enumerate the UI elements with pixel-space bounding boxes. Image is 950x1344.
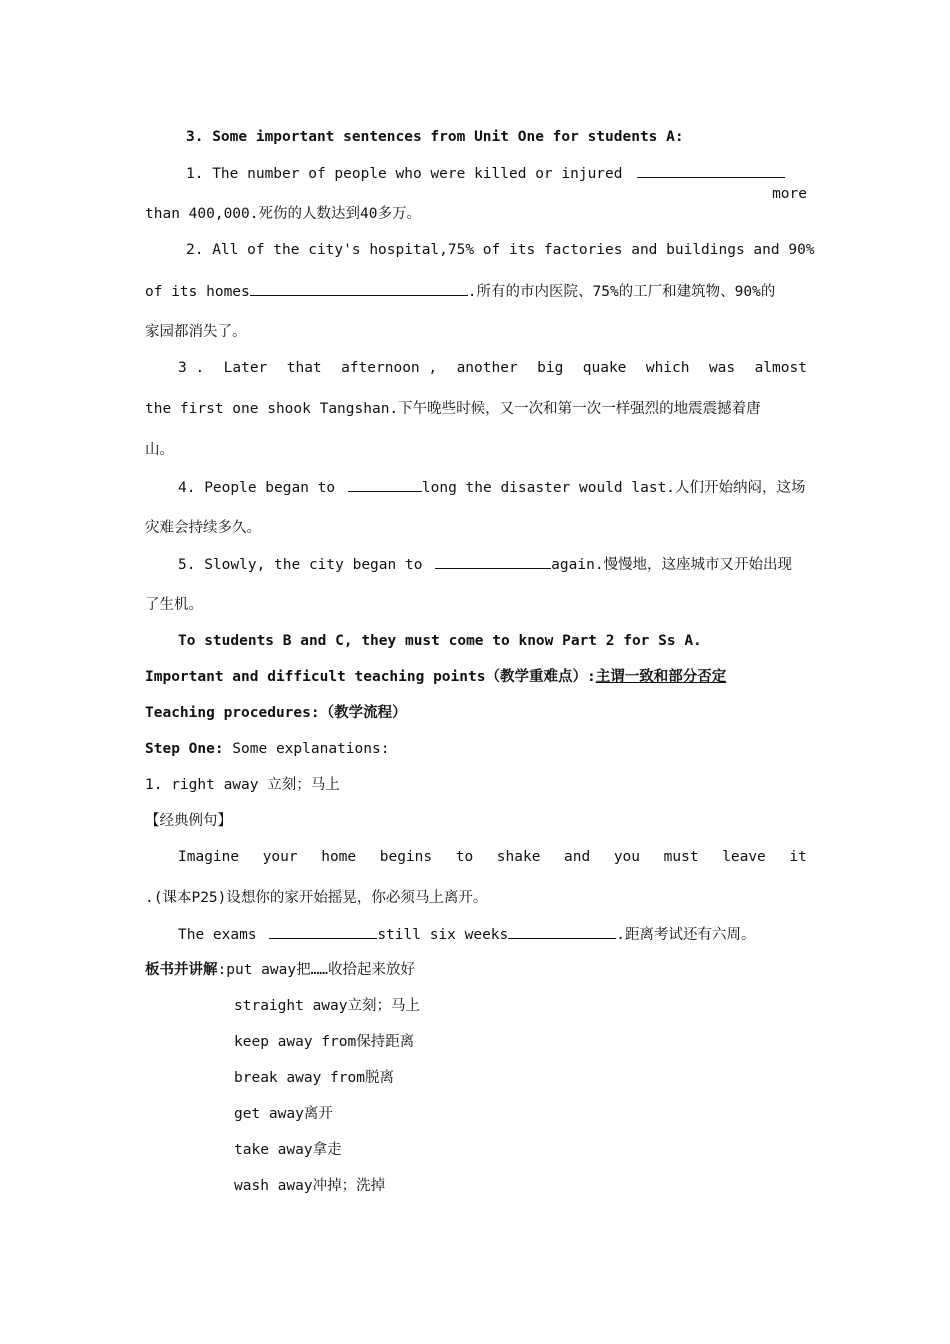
sentence-1-more: more (772, 186, 807, 202)
sentence-4-line-2: 灾难会持续多久。 (145, 520, 261, 536)
word: to (455, 849, 474, 865)
sentence-2-line-3: 家园都消失了。 (145, 324, 247, 340)
word: begins (379, 849, 433, 865)
item-1-right-away: 1. right away 立刻；马上 (145, 777, 340, 793)
sentence-5-line-1 (178, 554, 807, 575)
sentence-4-line-1 (178, 477, 807, 498)
exams-translation: .距离考试还有六周。 (616, 927, 756, 943)
board-label: 板书并讲解 (145, 962, 218, 978)
word: that (286, 360, 322, 376)
sentence-1-line-1 (186, 163, 807, 204)
example-line-1 (178, 847, 807, 867)
word: was (708, 360, 736, 376)
step-one (145, 739, 807, 759)
word: which (645, 360, 690, 376)
sentence-2-line-1: 2. All of the city's hospital,75% of its factories and buildings and 90% (186, 242, 815, 258)
word: and (564, 849, 591, 865)
board-item: straight away立刻；马上 (234, 998, 420, 1014)
sentence-3-line-3: 山。 (145, 442, 174, 458)
board-item: keep away from保持距离 (234, 1034, 415, 1050)
teaching-points (145, 667, 807, 687)
exams-blank-1[interactable] (269, 924, 377, 939)
word: Later (223, 360, 268, 376)
sentence-4-rest: long the disaster would last.人们开始纳闷，这场 (421, 480, 806, 496)
teaching-points-label: Important and difficult teaching points（教学重难点）: (145, 669, 596, 685)
students-b-c-note: To students B and C, they must come to know Part 2 for Ss A. (178, 633, 702, 649)
word: you (613, 849, 641, 865)
sentence-1-blank[interactable] (637, 163, 785, 178)
word: 3 . (178, 360, 205, 376)
sentence-2-line-2 (145, 281, 807, 302)
word: shake (496, 849, 541, 865)
sentence-5-line-2: 了生机。 (145, 597, 203, 613)
sentence-4-blank[interactable] (348, 477, 422, 492)
board-first-item: :put away把……收拾起来放好 (217, 962, 416, 978)
word: another (456, 360, 518, 376)
board-item: get away离开 (234, 1106, 333, 1122)
word: it (789, 849, 807, 865)
step-one-text: Some explanations: (223, 741, 390, 757)
section-3-heading: 3. Some important sentences from Unit One for students A: (186, 129, 684, 145)
sentence-5-blank[interactable] (435, 554, 551, 569)
example-line-2: .(课本P25)设想你的家开始摇晃，你必须马上离开。 (145, 890, 488, 906)
word: afternoon , (341, 360, 438, 376)
board-item: wash away冲掉；洗掉 (234, 1178, 386, 1194)
teaching-procedures: Teaching procedures:（教学流程） (145, 705, 407, 721)
sentence-4-text: 4. People began to (178, 480, 336, 496)
exams-blank-2[interactable] (508, 924, 616, 939)
step-one-label: Step One: (145, 741, 224, 757)
board-item: take away拿走 (234, 1142, 342, 1158)
sentence-5-rest: again.慢慢地，这座城市又开始出现 (551, 557, 793, 573)
word: your (262, 849, 298, 865)
word: quake (582, 360, 627, 376)
board-item: break away from脱离 (234, 1070, 394, 1086)
sentence-5-text: 5. Slowly, the city began to (178, 557, 423, 573)
teaching-points-value: 主谓一致和部分否定 (595, 669, 727, 685)
exams-middle: still six weeks (377, 927, 509, 943)
word: Imagine (178, 849, 240, 865)
sentence-2-translation: .所有的市内医院、75%的工厂和建筑物、90%的 (467, 284, 776, 300)
classic-examples-heading: 【经典例句】 (145, 813, 232, 829)
word: almost (754, 360, 807, 376)
word: must (663, 849, 699, 865)
sentence-1-line-2: than 400,000.死伤的人数达到40多万。 (145, 206, 421, 222)
word: home (321, 849, 357, 865)
sentence-3-line-2: the first one shook Tangshan.下午晚些时候，又一次和第一次一样强烈的地震震撼着唐 (145, 401, 761, 417)
board-explanation (145, 960, 807, 980)
exams-text: The exams (178, 927, 257, 943)
sentence-3-line-1 (178, 358, 807, 378)
sentence-1-text: 1. The number of people who were killed or injured (186, 166, 623, 182)
sentence-2-text: of its homes (145, 284, 250, 300)
sentence-2-blank[interactable] (250, 281, 468, 296)
exams-sentence (178, 924, 807, 945)
word: leave (722, 849, 766, 865)
word: big (537, 360, 564, 376)
